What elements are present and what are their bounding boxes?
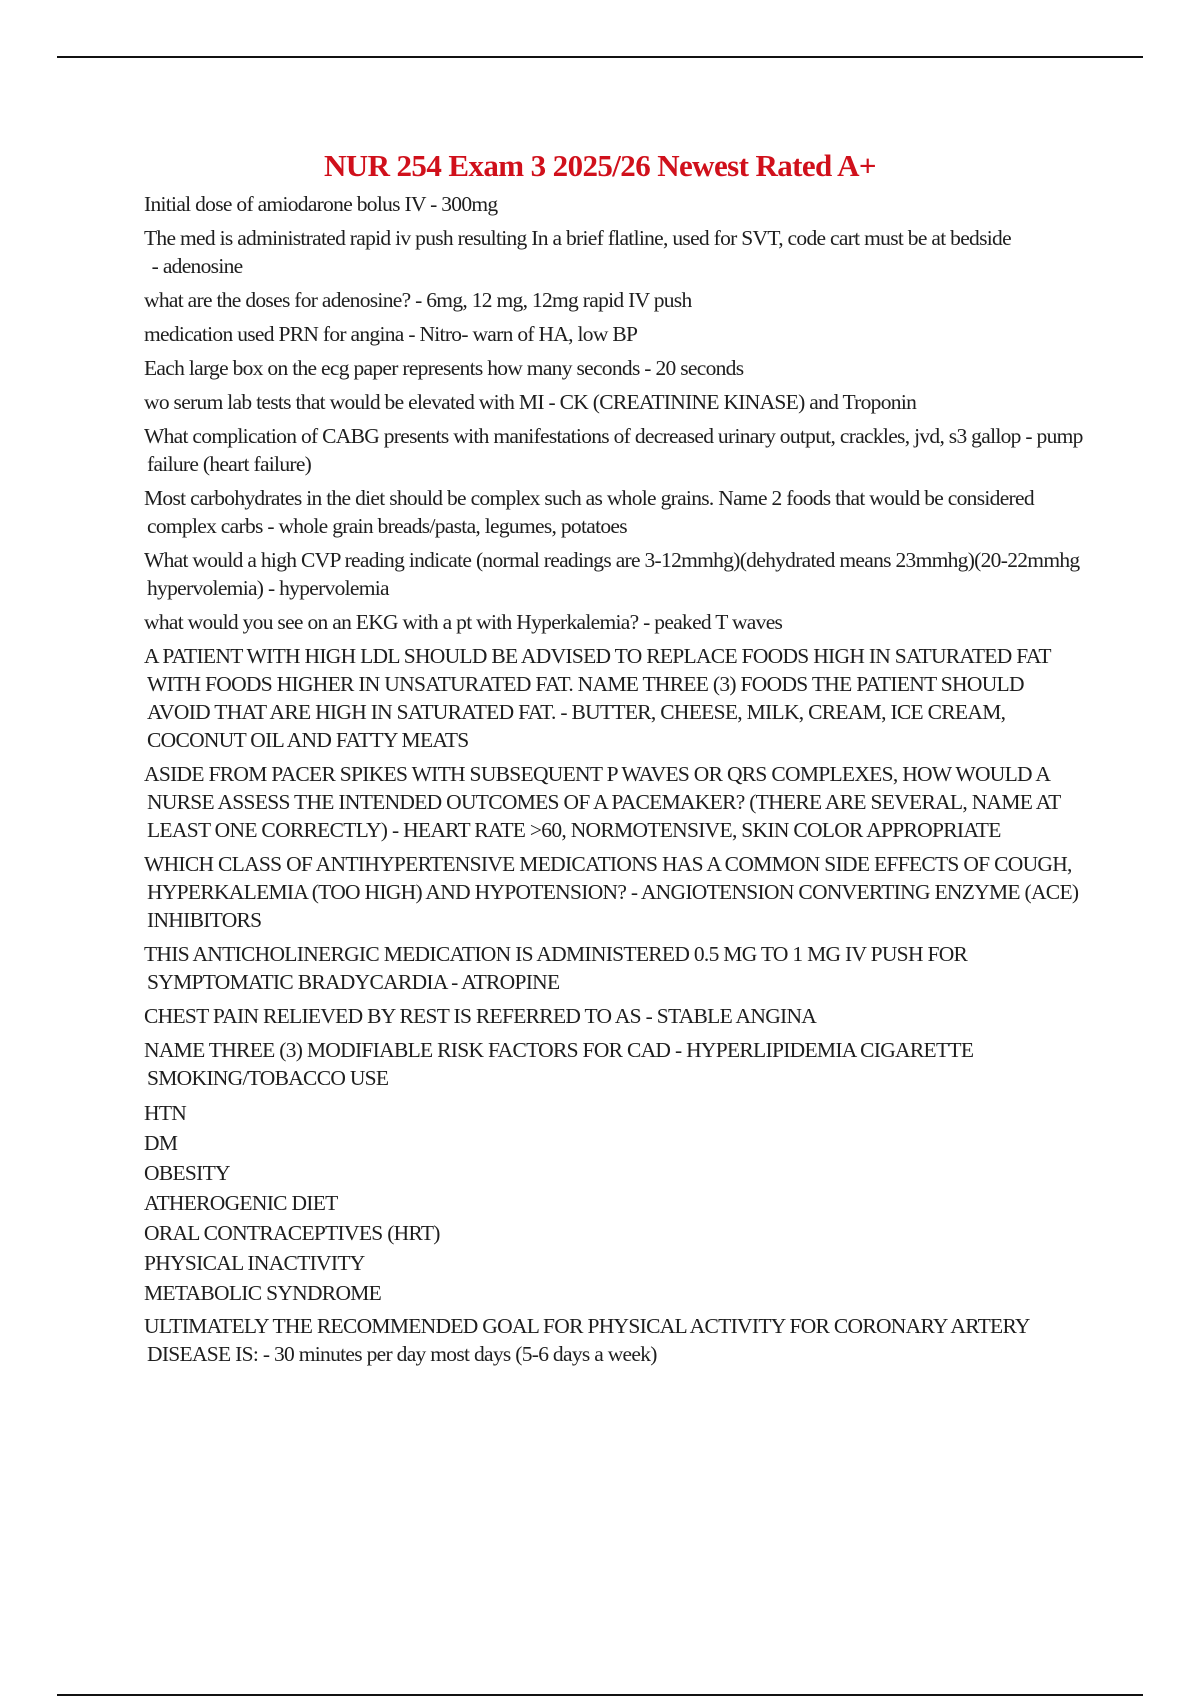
question-text: Most carbohydrates in the diet should be complex such as whole grains. Name 2 foods that would be considered complex carbs [144,486,1034,538]
question-text: Initial dose of amiodarone bolus IV [144,192,426,216]
qa-item [144,224,1084,280]
answer-text: hypervolemia [279,576,389,600]
qa-item [144,546,1084,602]
separator: - [263,576,280,600]
risk-factor-item: PHYSICAL INACTIVITY [144,1251,365,1275]
separator: - [639,356,656,380]
separator: - [1020,424,1037,448]
question-text: what would you see on an EKG with a pt with Hyperkalemia? [144,610,639,634]
separator: - [555,700,572,724]
separator: - [262,514,279,538]
risk-factor-item: METABOLIC SYNDROME [144,1281,382,1305]
risk-factor-item: ORAL CONTRACEPTIVES (HRT) [144,1221,440,1245]
question-text: medication used PRN for angina [144,322,404,346]
separator: - [425,192,442,216]
separator: - [258,1342,274,1366]
answer-text: 6mg, 12 mg, 12mg rapid IV push [426,288,692,312]
separator: - [638,610,655,634]
qa-item [144,320,1084,348]
question-text: A PATIENT WITH HIGH LDL SHOULD BE ADVISED TO REPLACE FOODS HIGH IN SATURATED FAT WITH FOODS HIGHER IN UNSATURATED FAT. NAME THREE (3) FOODS THE PATIENT SHOULD AVOID THAT ARE HIGH IN SATURATED FAT. [144,644,1051,724]
answer-text: Nitro- warn of HA, low BP [419,322,638,346]
separator: - [410,288,427,312]
qa-item [144,1036,1084,1092]
risk-factor-list [144,1098,1084,1308]
answer-text: STABLE ANGINA [656,1004,817,1028]
qa-item [144,422,1084,478]
answer-text: 300mg [441,192,498,216]
bottom-rule [57,1694,1143,1696]
question-text: ASIDE FROM PACER SPIKES WITH SUBSEQUENT P WAVES OR QRS COMPLEXES, HOW WOULD A NURSE ASSESS THE INTENDED OUTCOMES OF A PACEMAKER? (THERE ARE SEVERAL, NAME AT LEAST ONE CORRECTLY) [144,762,1061,842]
question-text: WHICH CLASS OF ANTIHYPERTENSIVE MEDICATIONS HAS A COMMON SIDE EFFECTS OF COUGH, HYPERKALEMIA (TOO HIGH) AND HYPOTENSION? [144,852,1072,904]
answer-text: 30 minutes per day most days (5-6 days a week) [273,1342,657,1366]
qa-item [144,354,1084,382]
risk-factor-item: ATHEROGENIC DIET [144,1191,338,1215]
question-text: CHEST PAIN RELIEVED BY REST IS REFERRED TO AS [144,1004,641,1028]
top-rule [57,56,1143,58]
qa-item [144,850,1084,934]
question-text: Each large box on the ecg paper represents how many seconds [144,356,640,380]
answer-text: HEART RATE >60, NORMOTENSIVE, SKIN COLOR APPROPRIATE [403,818,1001,842]
qa-item [144,760,1084,844]
document-title: NUR 254 Exam 3 2025/26 Newest Rated A+ [324,148,876,183]
separator: - [446,970,462,994]
question-text: What would a high CVP reading indicate (normal readings are 3-12mmhg)(dehydrated means 23mmhg)(20-22mmhg hypervolemia) [144,548,1080,600]
question-text: What complication of CABG presents with manifestations of decreased urinary output, crackles, jvd, s3 gallop [144,424,1021,448]
question-text: wo serum lab tests that would be elevated with MI [144,390,544,414]
answer-text: peaked T waves [654,610,783,634]
answer-text: 20 seconds [655,356,744,380]
answer-text: BUTTER, CHEESE, MILK, CREAM, ICE CREAM, COCONUT OIL AND FATTY MEATS [147,700,1006,752]
qa-item [144,190,1084,218]
answer-text: ATROPINE [461,970,560,994]
answer-text: adenosine [162,254,243,278]
separator: - [640,1004,657,1028]
risk-factor-item: HTN [144,1101,187,1125]
qa-item [144,608,1084,636]
question-text: The med is administrated rapid iv push resulting In a brief flatline, used for SVT, code cart must be at bedside [144,226,1011,250]
qa-item [144,388,1084,416]
qa-item [144,642,1084,754]
qa-item [144,484,1084,540]
question-text: ULTIMATELY THE RECOMMENDED GOAL FOR PHYSICAL ACTIVITY FOR CORONARY ARTERY DISEASE IS: [144,1314,1029,1366]
qa-item [144,286,1084,314]
qa-item [144,940,1084,996]
qa-item [144,1002,1084,1030]
answer-text: whole grain breads/pasta, legumes, potatoes [278,514,627,538]
separator: - [626,880,641,904]
final-qa-item [144,1312,1084,1368]
risk-factor-item: DM [144,1131,178,1155]
question-text: THIS ANTICHOLINERGIC MEDICATION IS ADMINISTERED 0.5 MG TO 1 MG IV PUSH FOR SYMPTOMATIC BRADYCARDIA [144,942,968,994]
answer-text: CK (CREATININE KINASE) and Troponin [559,390,917,414]
qa-list [144,190,1084,1092]
question-text: what are the doses for adenosine? [144,288,411,312]
separator: - [543,390,560,414]
answer-text: pump failure (heart failure) [147,424,1083,476]
answer-text: HYPERLIPIDEMIA CIGARETTE SMOKING/TOBACCO USE [147,1038,974,1090]
separator: - [387,818,404,842]
document-body [144,190,1084,1374]
risk-factor-item: OBESITY [144,1161,230,1185]
separator: - [403,322,420,346]
separator: - [670,1038,687,1062]
question-text: NAME THREE (3) MODIFIABLE RISK FACTORS FOR CAD [144,1038,671,1062]
separator: - [147,254,163,278]
answer-text: ANGIOTENSION CONVERTING ENZYME (ACE) INHIBITORS [147,880,1079,932]
